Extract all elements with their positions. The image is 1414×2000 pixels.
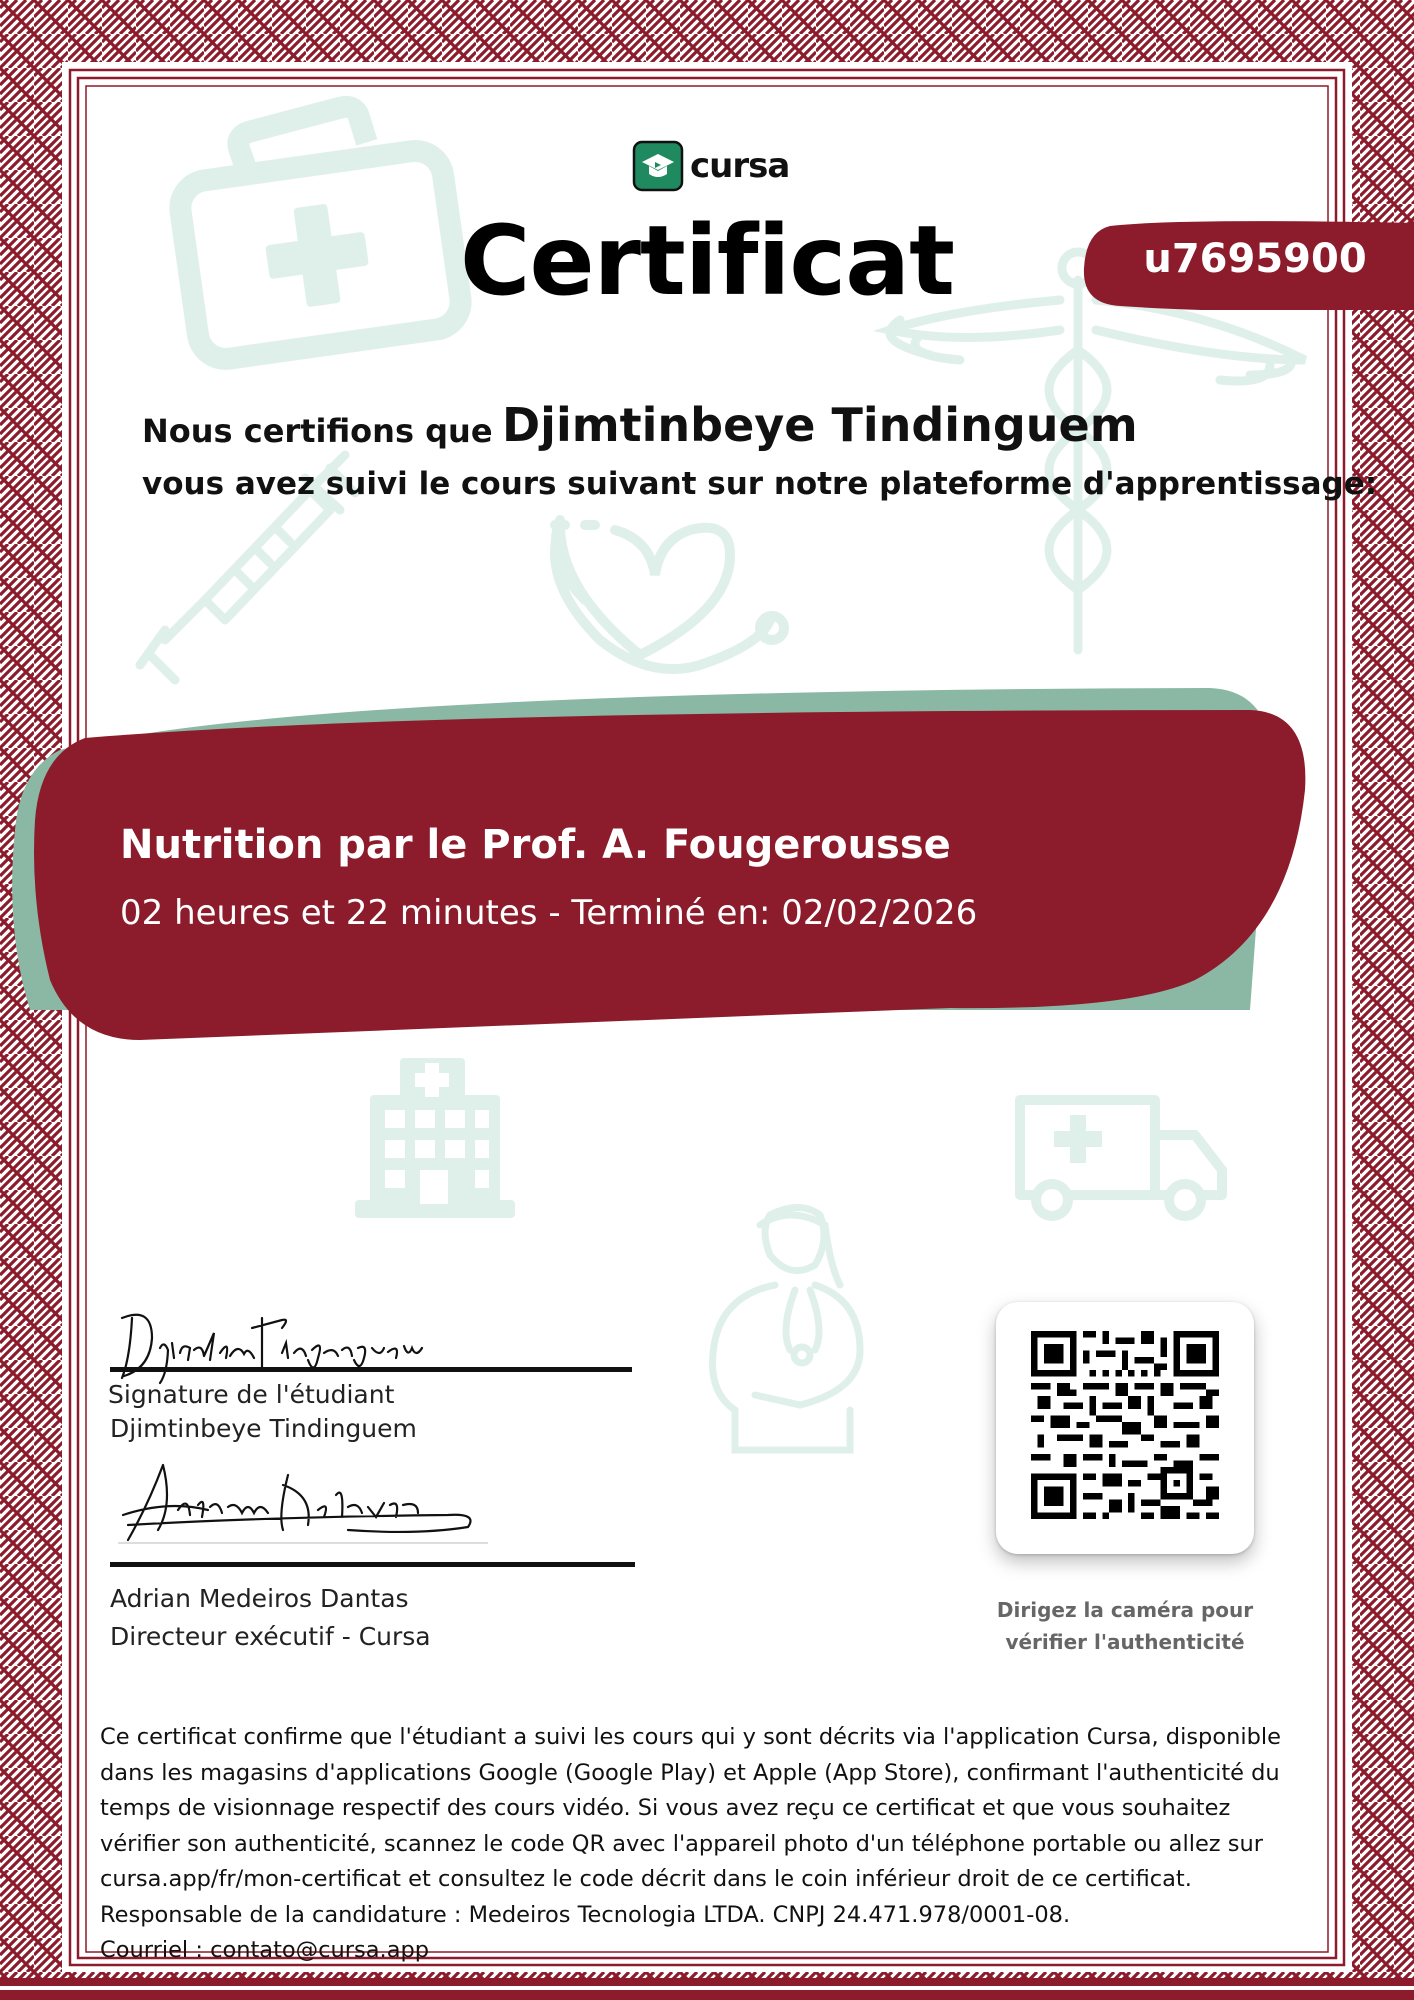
certificate-title: Certificat bbox=[460, 205, 954, 317]
brand-logo bbox=[632, 140, 789, 192]
cursa-logo-icon bbox=[632, 140, 684, 192]
certificate-code: u7695900 bbox=[1143, 236, 1367, 282]
director-name: Adrian Medeiros Dantas bbox=[110, 1584, 409, 1613]
director-role: Directeur exécutif - Cursa bbox=[110, 1622, 431, 1651]
footer-line: temps de visionnage respectif des cours vidéo. Si vous avez reçu ce certificat et que vous souhaitez bbox=[100, 1795, 1231, 1821]
certify-lead: Nous certifions que bbox=[142, 412, 493, 450]
student-signature bbox=[112, 1298, 492, 1388]
course-meta: 02 heures et 22 minutes - Terminé en: 02/02/2026 bbox=[120, 893, 978, 933]
brand-name: cursa bbox=[690, 146, 790, 186]
qr-code-card[interactable] bbox=[996, 1302, 1254, 1554]
director-signature bbox=[118, 1455, 498, 1550]
course-title: Nutrition par le Prof. A. Fougerousse bbox=[120, 822, 951, 868]
student-name: Djimtinbeye Tindinguem bbox=[502, 398, 1138, 452]
footer-line: Ce certificat confirme que l'étudiant a suivi les cours qui y sont décrits via l'application Cursa, disponible bbox=[100, 1724, 1281, 1750]
course-banner bbox=[0, 680, 1414, 1060]
footer-line: cursa.app/fr/mon-certificat et consultez le code décrit dans le coin inférieur droit de ce certificat. bbox=[100, 1866, 1192, 1892]
certify-statement: vous avez suivi le cours suivant sur notre plateforme d'apprentissage: bbox=[142, 466, 1378, 502]
director-signature-line bbox=[110, 1562, 635, 1567]
footer-line: Responsable de la candidature : Medeiros Tecnologia LTDA. CNPJ 24.471.978/0001-08. bbox=[100, 1901, 1071, 1928]
student-signature-name: Djimtinbeye Tindinguem bbox=[110, 1414, 417, 1443]
footer-line: vérifier son authenticité, scannez le code QR avec l'appareil photo d'un téléphone portable ou allez sur bbox=[100, 1830, 1263, 1857]
qr-code-icon[interactable] bbox=[1031, 1330, 1219, 1520]
qr-caption-line-1: Dirigez la caméra pour bbox=[996, 1598, 1254, 1622]
qr-caption bbox=[960, 1594, 1290, 1658]
stethoscope-heart-icon bbox=[555, 520, 784, 669]
footer-disclaimer bbox=[100, 1720, 1320, 1969]
nurse-icon bbox=[713, 1208, 861, 1451]
qr-caption-line-2: vérifier l'authenticité bbox=[1005, 1630, 1245, 1654]
ambulance-icon bbox=[1020, 1100, 1222, 1216]
student-signature-caption: Signature de l'étudiant bbox=[108, 1380, 395, 1409]
student-signature-line bbox=[110, 1367, 632, 1372]
footer-line: Courriel : contato@cursa.app bbox=[100, 1937, 430, 1963]
footer-line: dans les magasins d'applications Google (Google Play) et Apple (App Store), confirmant l'authenticité du bbox=[100, 1759, 1280, 1786]
